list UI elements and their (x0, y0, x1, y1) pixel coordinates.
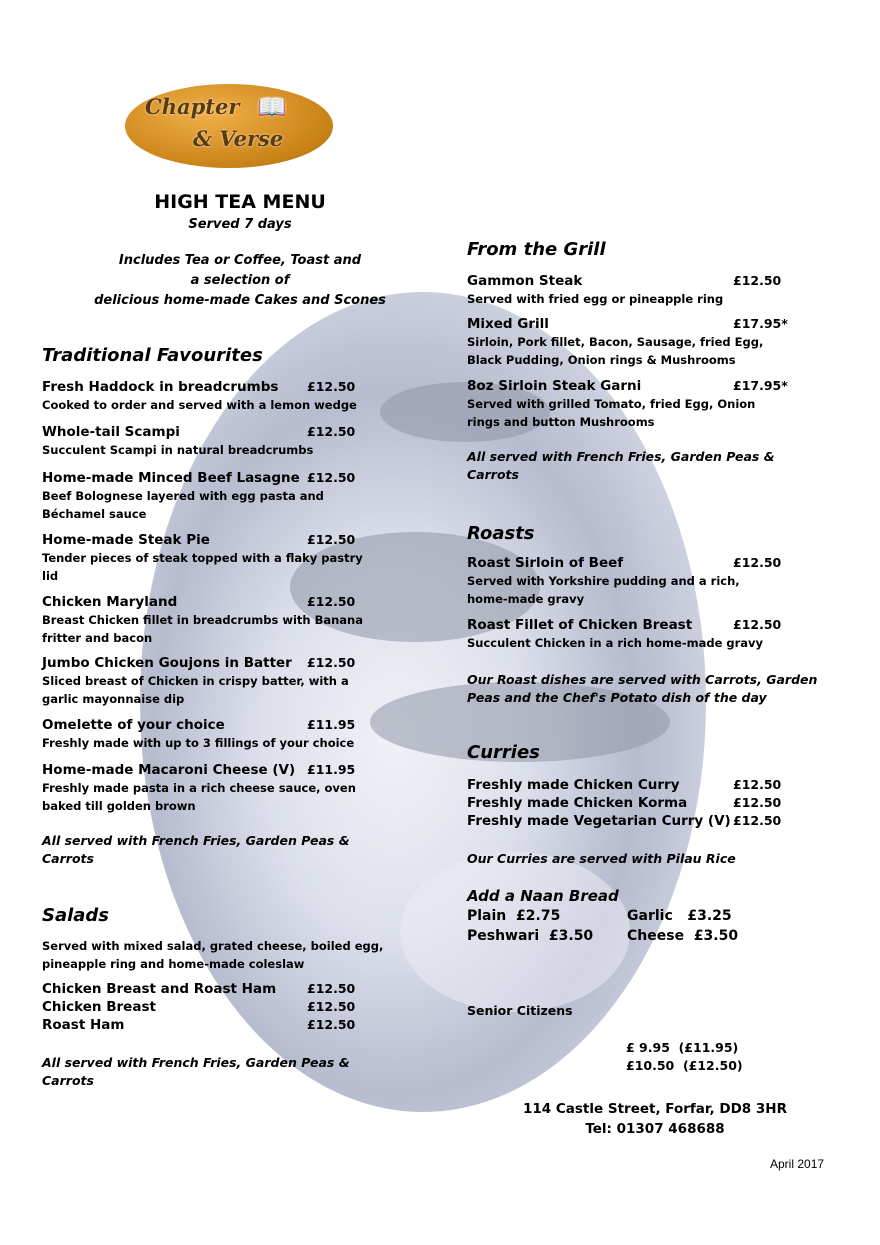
includes-text: Includes Tea or Coffee, Toast and a selection of delicious home-made Cakes and Scones (94, 253, 386, 308)
item-description: Succulent Scampi in natural breadcrumbs (42, 443, 314, 457)
roasts-heading: Roasts (467, 523, 535, 544)
list-item: Roast Ham £12.50 (42, 1017, 356, 1033)
menu-item (467, 315, 788, 369)
item-description: Freshly made with up to 3 fillings of your choice (42, 736, 355, 750)
item-name: Home-made Steak Pie (42, 532, 210, 548)
curries-list (467, 777, 787, 831)
list-item: Chicken Breast and Roast Ham £12.50 (42, 981, 356, 997)
item-description: Sirloin, Pork fillet, Bacon, Sausage, fried Egg, Black Pudding, Onion rings & Mushrooms (467, 335, 764, 367)
curries-note: Our Curries are served with Pilau Rice (467, 851, 736, 866)
item-name: Jumbo Chicken Goujons in Batter (42, 655, 292, 671)
item-name: Gammon Steak (467, 273, 583, 289)
item-name: Roast Fillet of Chicken Breast (467, 617, 693, 633)
list-item: Chicken Breast £12.50 (42, 999, 356, 1015)
salads-note: All served with French Fries, Garden Peas & Carrots (42, 1055, 350, 1088)
item-description: Sliced breast of Chicken in crispy batter, with a garlic mayonnaise dip (42, 674, 349, 706)
salads-heading: Salads (42, 905, 110, 926)
item-name: 8oz Sirloin Steak Garni (467, 378, 642, 394)
menu-item (467, 616, 782, 652)
senior-prices: £ 9.95 (£11.95) £10.50 (£12.50) (626, 1040, 743, 1073)
item-description: Succulent Chicken in a rich home-made gravy (467, 636, 764, 650)
item-name: Home-made Macaroni Cheese (V) (42, 762, 296, 778)
item-description: Breast Chicken fillet in breadcrumbs with Banana fritter and bacon (42, 613, 364, 645)
item-price: £11.95 (307, 717, 356, 732)
item-name: Fresh Haddock in breadcrumbs (42, 379, 279, 395)
menu-item (42, 469, 372, 523)
item-price: £12.50 (733, 273, 782, 288)
item-name: Home-made Minced Beef Lasagne (42, 470, 300, 486)
naan-heading: Add a Naan Bread (467, 887, 619, 905)
served-days: Served 7 days (188, 217, 292, 232)
menu-title: HIGH TEA MENU (154, 191, 326, 213)
item-name: Whole-tail Scampi (42, 424, 180, 440)
item-description: Freshly made pasta in a rich cheese sauce, oven baked till golden brown (42, 781, 356, 813)
book-quill-icon: 📖 (257, 92, 287, 121)
salads-description: Served with mixed salad, grated cheese, boiled egg, pineapple ring and home-made coleslaw (42, 939, 384, 971)
traditional-heading: Traditional Favourites (42, 345, 263, 366)
item-description: Tender pieces of steak topped with a flaky pastry lid (42, 551, 363, 583)
list-item: Freshly made Vegetarian Curry (V) £12.50 (467, 813, 782, 829)
item-price: £12.50 (307, 424, 356, 439)
salads-list (42, 981, 362, 1035)
menu-item (42, 378, 372, 414)
item-price: £12.50 (307, 532, 356, 547)
grill-heading: From the Grill (467, 239, 606, 260)
item-price: £12.50 (307, 470, 356, 485)
menu-item (42, 531, 372, 585)
menu-item (467, 554, 782, 608)
list-item: Freshly made Chicken Korma £12.50 (467, 795, 782, 811)
traditional-note: All served with French Fries, Garden Peas & Carrots (42, 833, 350, 866)
item-price: £12.50 (307, 594, 356, 609)
item-description: Cooked to order and served with a lemon wedge (42, 398, 357, 412)
chapter-and-verse-logo (125, 84, 333, 168)
senior-label: Senior Citizens (467, 1003, 573, 1018)
naan-list: Plain £2.75 Garlic £3.25 Peshwari £3.50 Cheese £3.50 (467, 908, 739, 944)
item-price: £12.50 (733, 617, 782, 632)
address-block: 114 Castle Street, Forfar, DD8 3HR Tel: 01307 468688 (523, 1101, 787, 1137)
menu-item (42, 761, 372, 815)
menu-item (42, 654, 372, 708)
grill-note: All served with French Fries, Garden Peas & Carrots (467, 449, 775, 482)
menu-item (467, 377, 788, 431)
item-price: £11.95 (307, 762, 356, 777)
item-price: £12.50 (733, 555, 782, 570)
menu-item (467, 272, 782, 308)
item-price: £17.95* (733, 316, 788, 331)
item-name: Omelette of your choice (42, 717, 225, 733)
item-description: Served with Yorkshire pudding and a rich, home-made gravy (467, 574, 740, 606)
item-description: Served with grilled Tomato, fried Egg, Onion rings and button Mushrooms (467, 397, 756, 429)
list-item: Freshly made Chicken Curry £12.50 (467, 777, 782, 793)
item-description: Served with fried egg or pineapple ring (467, 292, 724, 306)
menu-item (42, 423, 372, 459)
menu-date: April 2017 (770, 1157, 825, 1171)
roasts-note: Our Roast dishes are served with Carrots, Garden Peas and the Chef's Potato dish of the day (467, 672, 818, 705)
item-price: £12.50 (307, 379, 356, 394)
item-price: £17.95* (733, 378, 788, 393)
item-name: Mixed Grill (467, 316, 549, 332)
item-name: Chicken Maryland (42, 594, 178, 610)
menu-item (42, 593, 372, 647)
curries-heading: Curries (467, 742, 540, 763)
logo-text: & Verse (193, 126, 284, 151)
item-price: £12.50 (307, 655, 356, 670)
item-name: Roast Sirloin of Beef (467, 555, 624, 571)
menu-item (42, 716, 372, 752)
item-description: Beef Bolognese layered with egg pasta and Béchamel sauce (42, 489, 324, 521)
logo-text: Chapter (145, 94, 240, 119)
